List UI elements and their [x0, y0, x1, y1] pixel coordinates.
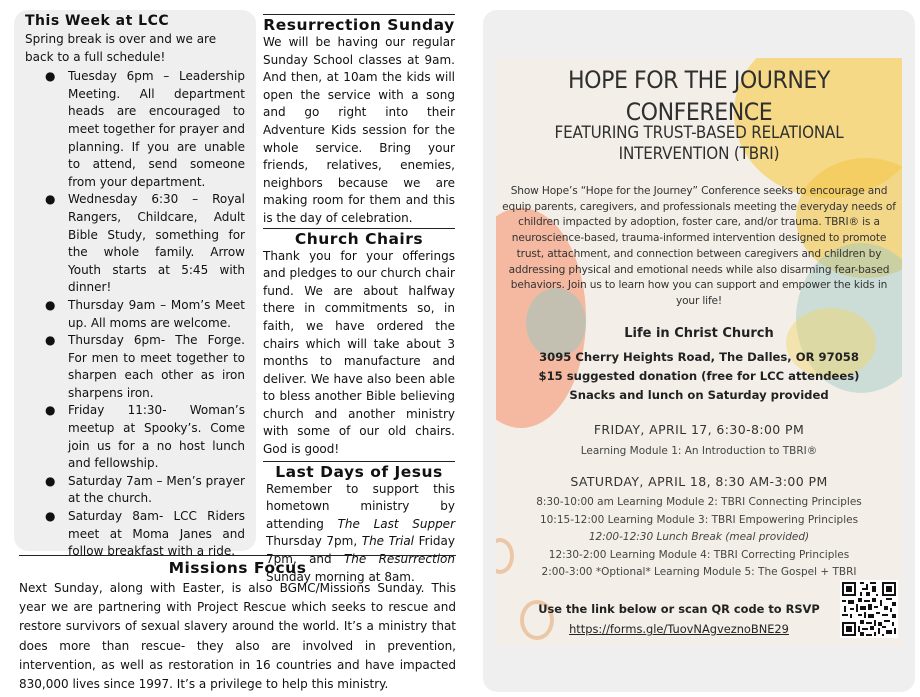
list-item: ● Thursday 9am – Mom’s Meet up. All moms are welcome. [45, 297, 245, 330]
schedule-row: 2:00-3:00 *Optional* Learning Module 5: The Gospel + TBRI [541, 566, 857, 578]
divider [19, 555, 456, 556]
missions-section [19, 559, 456, 694]
list-item: ● Wednesday 6:30 – Royal Rangers, Childcare, Adult Bible Study, something for the whole family. Arrow Youth starts at 5:45 with dinner! [45, 192, 245, 295]
chairs-heading: Church Chairs [294, 229, 424, 248]
bullet-icon: ● [45, 509, 56, 524]
saturday-heading: SATURDAY, APRIL 18, 8:30 AM-3:00 PM [570, 474, 828, 489]
schedule-row: 12:00-12:30 Lunch Break (meal provided) [588, 531, 810, 543]
list-item: ● Saturday 7am – Men’s prayer at the church. [45, 473, 245, 506]
this-week-heading: This Week at LCC [25, 13, 170, 29]
middle-column [263, 14, 455, 586]
bullet-icon: ● [45, 403, 56, 418]
list-item: ● Tuesday 6pm – Leadership Meeting. All department heads are encouraged to meet together for prayer and planning. If you are unable to attend, send someone from your department. [45, 69, 245, 189]
missions-heading: Missions Focus [168, 559, 307, 577]
list-item: ● Thursday 6pm- The Forge. For men to meet together to sharpen each other as iron sharpens iron. [45, 333, 245, 400]
flyer-church-name: Life in Christ Church [624, 326, 774, 341]
this-week-list [25, 68, 245, 561]
conference-flyer [496, 58, 902, 646]
this-week-intro: Spring break is over and we are back to a full schedule! [25, 32, 217, 64]
flyer-description: Show Hope’s “Hope for the Journey” Conference seeks to encourage and equip parents, caregivers, and professionals meeting the everyday needs of children impacted by adoption, foster care, and/or trauma. TBRI® is a neuroscience-based, trauma-informed intervention designed to promote trust, attachment, and connection between caregivers and children by addressing physical and emotional needs while also disarming fear-based behaviors. Join us to learn how you can support and empower the kids in your life! [502, 185, 896, 307]
flyer-subtitle: FEATURING TRUST-BASED RELATIONAL INTERVENTION (TBRI) [554, 123, 844, 163]
bullet-icon: ● [45, 69, 56, 84]
bullet-icon: ● [45, 333, 56, 348]
list-item: ● Saturday 8am- LCC Riders meet at Moma Janes and follow breakfast with a ride. [45, 509, 245, 559]
bullet-icon: ● [45, 473, 56, 488]
flyer-details: 3095 Cherry Heights Road, The Dalles, OR 97058 $15 suggested donation (free for LCC attendees) Snacks and lunch on Saturday provided [538, 350, 860, 402]
schedule-row: 12:30-2:00 Learning Module 4: TBRI Correcting Principles [548, 549, 850, 561]
friday-module: Learning Module 1: An Introduction to TBRI® [580, 445, 818, 457]
chairs-text: Thank you for your offerings and pledges to our church chair fund. We are about halfway there in commitments so, in faith, we have ordered the chairs which will take about 3 months to manufacture and deliver. We have also been able to bless another Bible believing church and another ministry with some of our old chairs. God is good! [263, 248, 455, 457]
qr-code-icon[interactable] [840, 580, 898, 638]
bullet-icon: ● [45, 192, 56, 207]
friday-heading: FRIDAY, APRIL 17, 6:30-8:00 PM [593, 422, 805, 437]
rsvp-link[interactable]: https://forms.gle/TuovNAgveznoBNE29 [569, 622, 789, 636]
schedule-row: 8:30-10:00 am Learning Module 2: TBRI Connecting Principles [536, 496, 862, 508]
resurrection-heading: Resurrection Sunday [263, 16, 455, 34]
missions-text: Next Sunday, along with Easter, is also BGMC/Missions Sunday. This year we are partnering with Project Rescue which seeks to rescue and restore survivors of sexual slavery around the world. It’s a ministry that does more than rescue- they also are involved in prevention, intervention, as well as restoration in 16 countries and have impacted 830,000 lives since 1997. It’s a privilege to help this ministry. [19, 581, 456, 692]
rsvp-text: Use the link below or scan QR code to RSVP [538, 602, 820, 616]
last-days-text: Remember to support this hometown ministry by attending The Last Supper Thursday 7pm, The Trial Friday 7pm, and The Resurrection Sunday morning at 8am. [266, 481, 455, 584]
this-week-section [25, 13, 245, 561]
resurrection-section [263, 15, 455, 228]
flyer-content [496, 58, 902, 646]
list-item: ● Friday 11:30- Woman’s meetup at Spooky’s. Come join us for a no host lunch and fellowship. [45, 403, 245, 471]
chairs-section [263, 229, 455, 459]
last-days-heading: Last Days of Jesus [275, 462, 443, 481]
bullet-icon: ● [45, 297, 56, 312]
flyer-title: HOPE FOR THE JOURNEY CONFERENCE [568, 66, 830, 126]
schedule-row: 10:15-12:00 Learning Module 3: TBRI Empowering Principles [539, 514, 859, 526]
resurrection-text: We will be having our regular Sunday School classes at 9am. And then, at 10am the kids will open the service with a song and go right into their Adventure Kids session for the whole service. Bring your friends, relatives, enemies, neighbors because we are making room for them and this is the day of celebration. [263, 35, 455, 225]
